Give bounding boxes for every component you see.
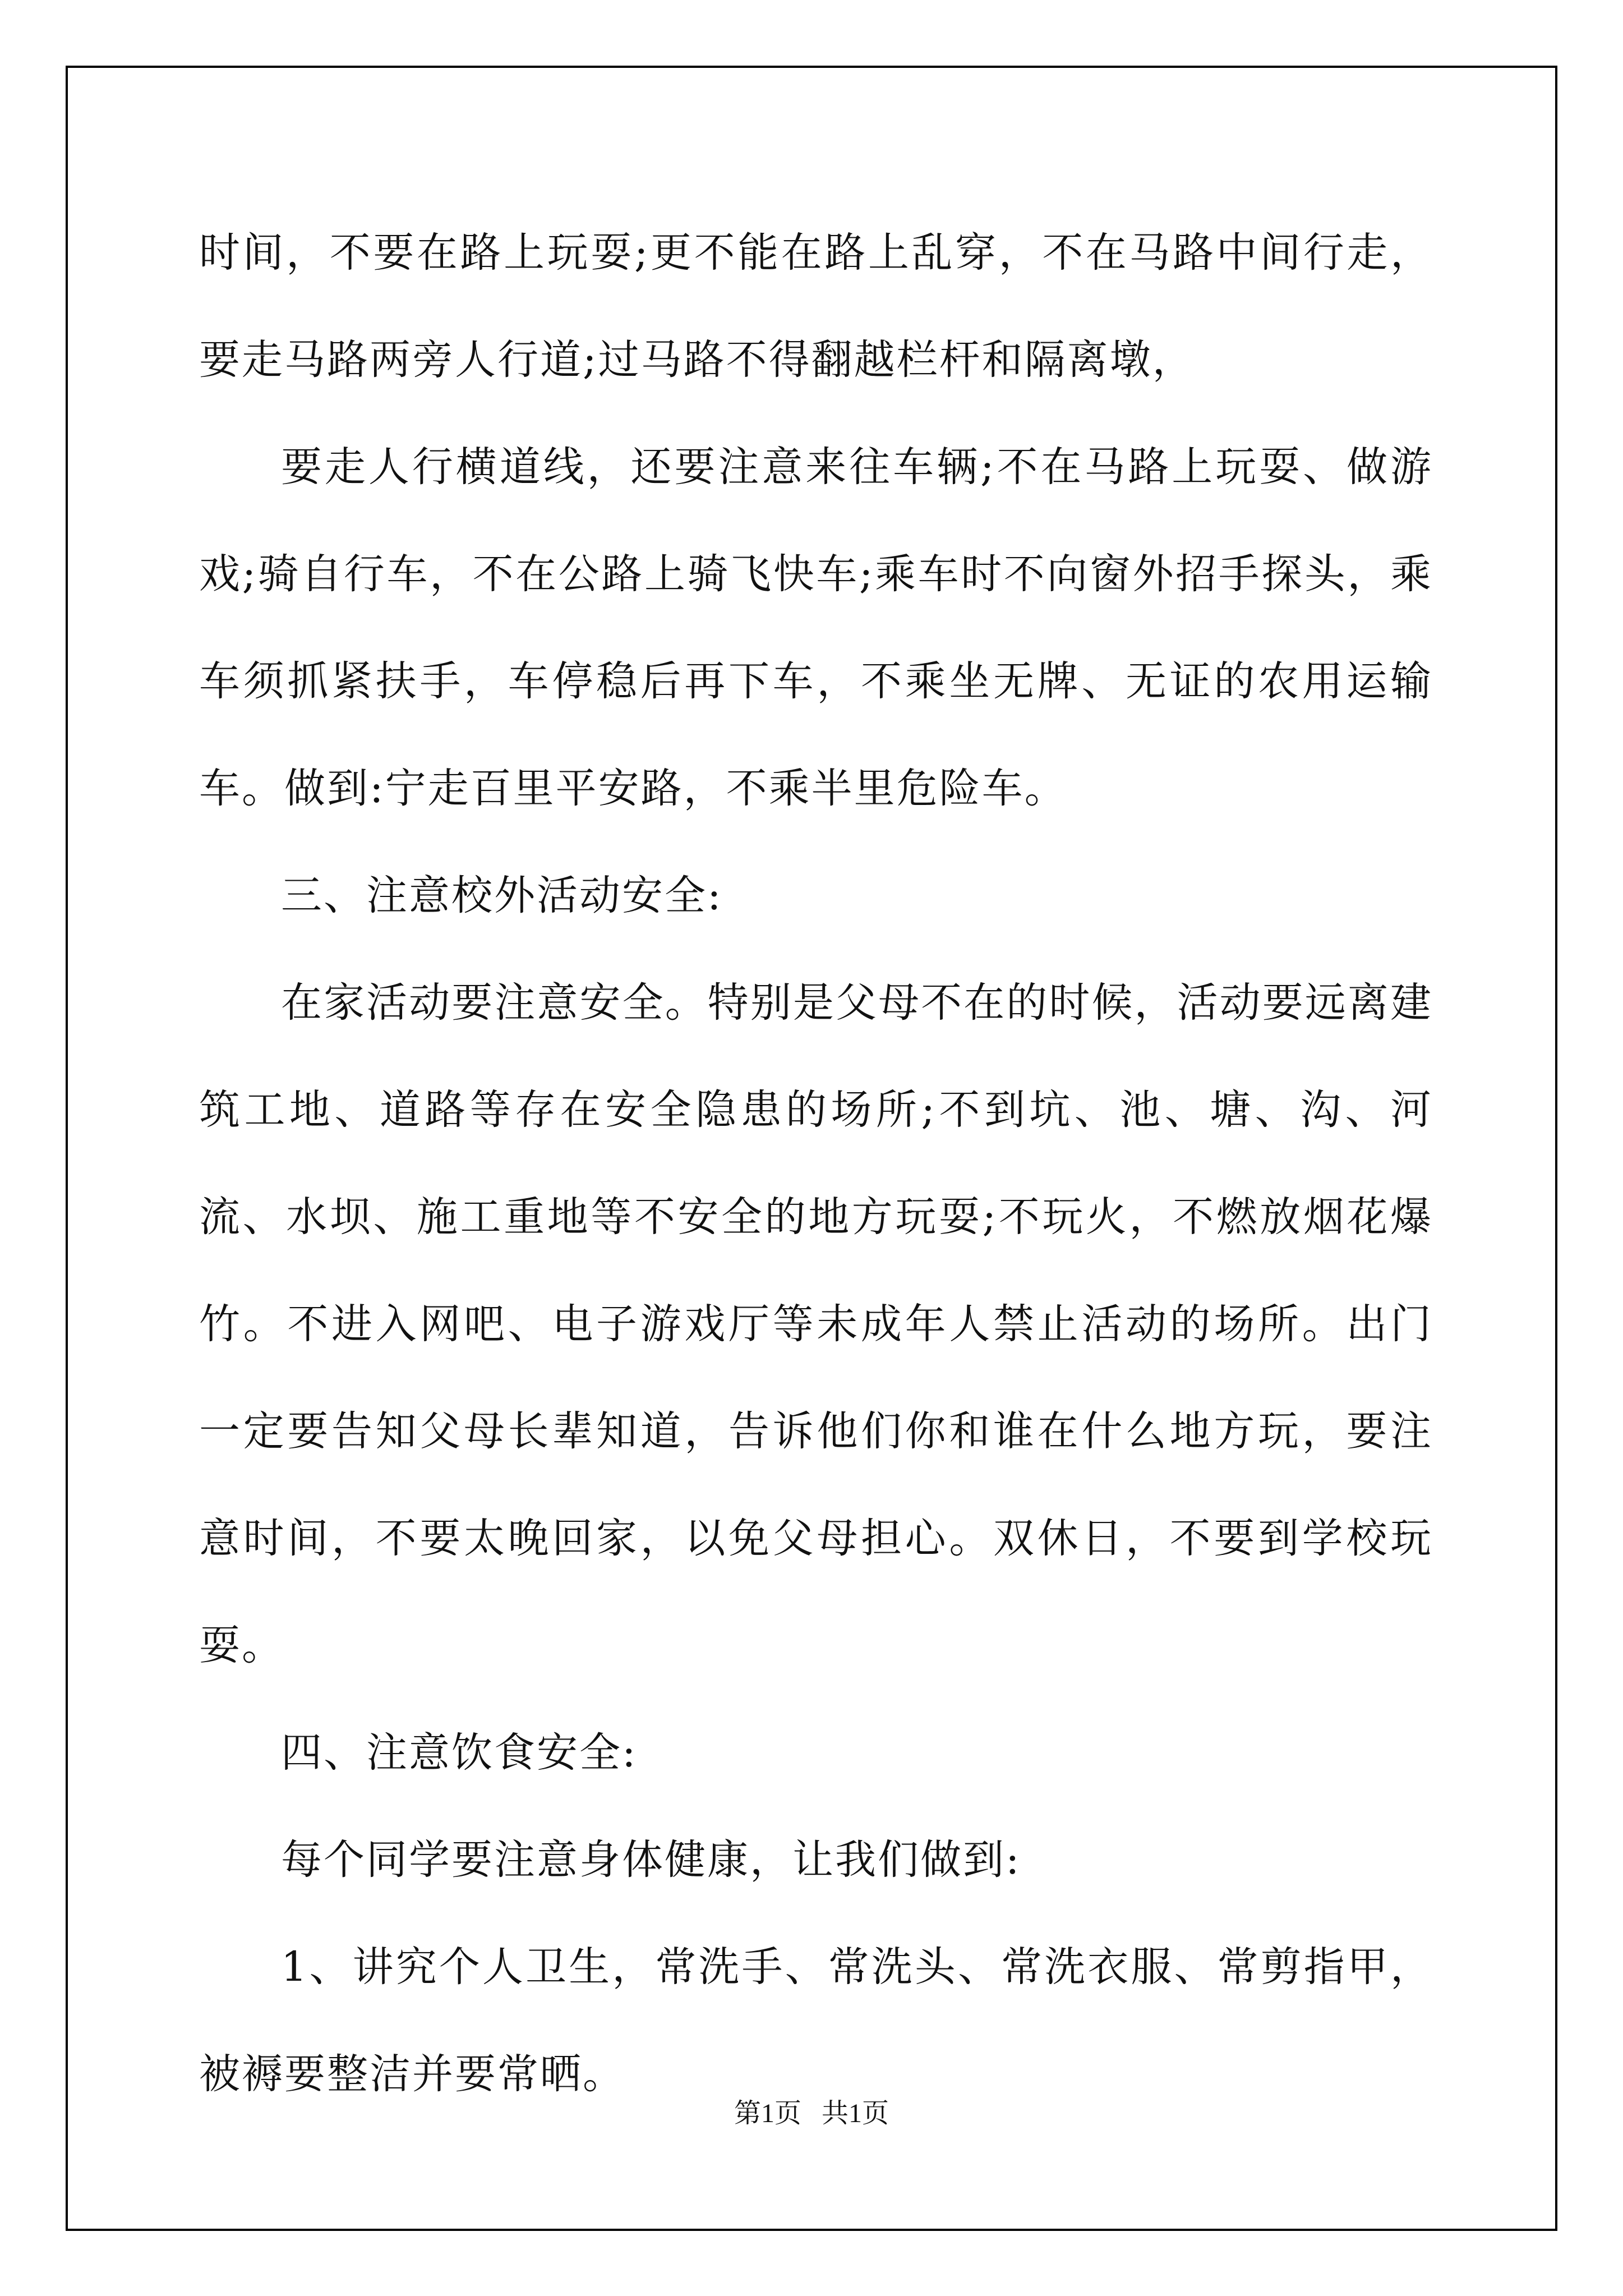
paragraph-1: 时间，不要在路上玩耍;更不能在路上乱穿，不在马路中间行走，要走马路两旁人行道;过马路不得翻越栏杆和隔离墩， [199, 229, 1433, 384]
list-item-1: 1、讲究个人卫生，常洗手、常洗头、常洗衣服、常剪指甲，被褥要整洁并要常晒。 [199, 1943, 1433, 2098]
document-body [199, 199, 1433, 2128]
paragraph-4: 在家活动要注意安全。特别是父母不在的时候，活动要远离建筑工地、道路等存在安全隐患的场所;不到坑、池、塘、沟、河流、水坝、施工重地等不安全的地方玩耍;不玩火，不燃放烟花爆竹。不进入网吧、电子游戏厅等未成年人禁止活动的场所。出门一定要告知父母长辈知道，告诉他们你和谁在什么地方玩，要注意时间，不要太晚回家，以免父母担心。双休日，不要到学校玩耍。 [199, 979, 1433, 1669]
paragraph-2: 要走人行横道线，还要注意来往车辆;不在马路上玩耍、做游戏;骑自行车，不在公路上骑飞快车;乘车时不向窗外招手探头，乘车须抓紧扶手，车停稳后再下车，不乘坐无牌、无证的农用运输车。做到:宁走百里平安路，不乘半里危险车。 [199, 443, 1433, 812]
paragraph-6: 每个同学要注意身体健康，让我们做到: [281, 1836, 1021, 1884]
page-footer: 第1页 共1页 [734, 2099, 889, 2128]
section-heading-4: 四、注意饮食安全: [281, 1729, 638, 1777]
section-heading-3: 三、注意校外活动安全: [281, 872, 723, 919]
